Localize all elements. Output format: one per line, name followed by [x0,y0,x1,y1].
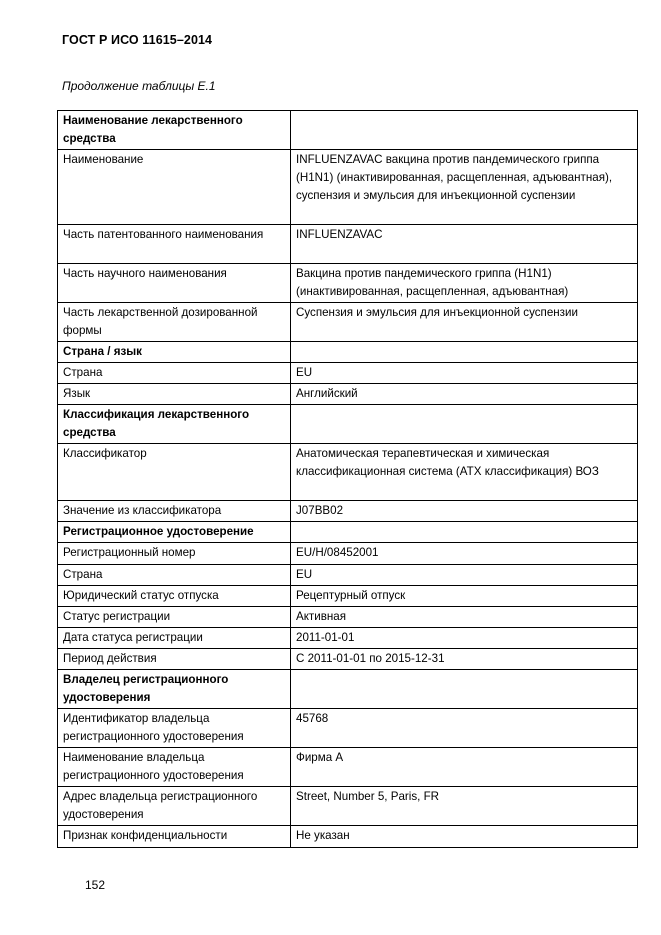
row-value: INFLUENZAVAC вакцина против пандемического гриппа (H1N1) (инактивированная, расщепленная, адъювантная), суспензия и эмульсия для инъекционной суспензии [291,150,638,225]
row-value: EU [291,363,638,384]
row-label: Часть научного наименования [58,264,291,303]
row-label: Страна / язык [58,342,291,363]
table-row [58,501,638,522]
row-value: Английский [291,384,638,405]
row-value: Вакцина против пандемического гриппа (H1N1) (инактивированная, расщепленная, адъювантная) [291,264,638,303]
row-value: 45768 [291,709,638,748]
row-value [291,405,638,444]
table-body [58,111,638,848]
section-header-row [58,342,638,363]
page-number: 152 [85,878,106,892]
row-value: J07BB02 [291,501,638,522]
row-label: Часть лекарственной дозированной формы [58,303,291,342]
table-row [58,748,638,787]
row-label: Страна [58,363,291,384]
table-row [58,543,638,565]
section-header-row [58,111,638,150]
table-row [58,628,638,649]
row-label: Регистрационное удостоверение [58,522,291,543]
row-label: Наименование лекарственного средства [58,111,291,150]
row-label: Владелец регистрационного удостоверения [58,670,291,709]
table-row [58,586,638,607]
section-header-row [58,405,638,444]
table-row [58,444,638,501]
table-row [58,150,638,225]
table-row [58,787,638,826]
row-value: Фирма А [291,748,638,787]
row-value [291,670,638,709]
table-row [58,565,638,586]
row-label: Наименование владельца регистрационного удостоверения [58,748,291,787]
row-value: 2011-01-01 [291,628,638,649]
row-value: С 2011-01-01 по 2015-12-31 [291,649,638,670]
row-label: Наименование [58,150,291,225]
table-row [58,709,638,748]
row-value: Суспензия и эмульсия для инъекционной суспензии [291,303,638,342]
row-label: Страна [58,565,291,586]
row-value: EU/H/08452001 [291,543,638,565]
row-value [291,522,638,543]
row-label: Признак конфиденциальности [58,826,291,848]
row-value: Street, Number 5, Paris, FR [291,787,638,826]
row-value: EU [291,565,638,586]
row-label: Классификатор [58,444,291,501]
row-label: Классификация лекарственного средства [58,405,291,444]
row-label: Юридический статус отпуска [58,586,291,607]
table-row [58,264,638,303]
section-header-row [58,670,638,709]
row-value: Рецептурный отпуск [291,586,638,607]
row-value [291,342,638,363]
row-label: Адрес владельца регистрационного удостоверения [58,787,291,826]
row-value: Не указан [291,826,638,848]
table-row [58,649,638,670]
row-value [291,111,638,150]
row-label: Регистрационный номер [58,543,291,565]
section-header-row [58,522,638,543]
table-caption: Продолжение таблицы Е.1 [62,79,216,93]
row-label: Язык [58,384,291,405]
table-row [58,607,638,628]
row-value: INFLUENZAVAC [291,225,638,264]
row-label: Идентификатор владельца регистрационного удостоверения [58,709,291,748]
table-row [58,363,638,384]
table-row [58,384,638,405]
table-row [58,826,638,848]
row-label: Значение из классификатора [58,501,291,522]
data-table [57,110,638,848]
row-value: Анатомическая терапевтическая и химическая классификационная система (ATX классификация) ВОЗ [291,444,638,501]
row-label: Период действия [58,649,291,670]
row-label: Часть патентованного наименования [58,225,291,264]
row-value: Активная [291,607,638,628]
row-label: Дата статуса регистрации [58,628,291,649]
table-row [58,225,638,264]
row-label: Статус регистрации [58,607,291,628]
table-row [58,303,638,342]
document-header: ГОСТ Р ИСО 11615–2014 [62,33,213,47]
